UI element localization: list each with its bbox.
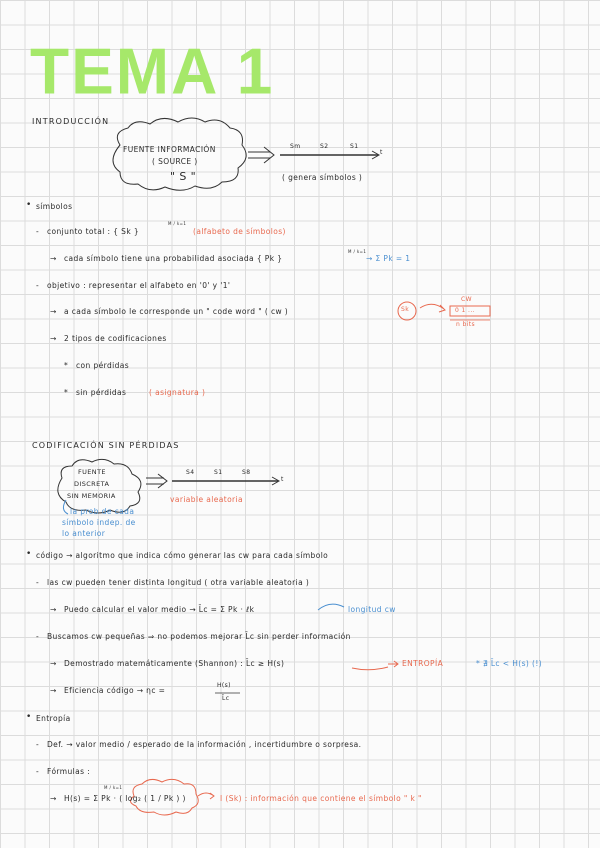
cloud2-line-2: DISCRETA xyxy=(74,480,110,488)
star-icon: * xyxy=(64,361,69,370)
codigo-bullet: código → algoritmo que indica cómo generar las cw para cada símbolo xyxy=(36,551,329,560)
conjunto-index: M / k=1 xyxy=(168,221,187,226)
cada-text: cada símbolo tiene una probabilidad asociada { Pk } xyxy=(64,254,283,263)
longitud-text: las cw pueden tener distinta longitud ( otra variable aleatoria ) xyxy=(47,578,310,587)
axis-label-s2: S2 xyxy=(320,143,329,150)
section-heading-intro: INTRODUCCIÓN xyxy=(32,117,110,126)
fraction-denominator: L̄c xyxy=(222,695,230,702)
buscamos-text: Buscamos cw pequeñas ⇒ no podemos mejorar L̄c sin perder información xyxy=(47,632,351,641)
dash: - xyxy=(36,578,40,587)
sk-label: Sk xyxy=(401,306,410,313)
axis2-label-1: S4 xyxy=(186,469,195,476)
page-title: TEMA 1 xyxy=(30,34,275,108)
sin-perdidas: sin pérdidas xyxy=(76,388,127,397)
dash: - xyxy=(36,740,40,749)
entropia-label: ENTROPÍA xyxy=(402,659,444,668)
hs-underline xyxy=(352,667,388,670)
cloud-line-1: FUENTE INFORMACIÓN xyxy=(123,145,216,154)
cw-label: CW xyxy=(461,296,472,303)
n-bits-label: n bits xyxy=(456,321,476,328)
arrow-icon: → xyxy=(50,686,57,695)
double-arrow-2 xyxy=(146,474,167,488)
alfabeto-note: (alfabeto de símbolos) xyxy=(193,227,286,236)
asignatura-note: ( asignatura ) xyxy=(149,388,206,397)
conjunto-text: conjunto total : { Sk } xyxy=(47,227,140,236)
axis-caption: ( genera símbolos ) xyxy=(282,173,363,182)
fraction-numerator: H(s) xyxy=(217,682,231,689)
axis2-label-3: S8 xyxy=(242,469,251,476)
formula-text: H(s) = Σ Pk · ( log₂ ( 1 / Pk ) ) xyxy=(64,794,186,803)
double-arrow xyxy=(248,147,274,163)
red-arrow-entropy xyxy=(388,661,398,667)
info-note: I (Sk) : información que contiene el símbolo " k " xyxy=(220,794,422,803)
valor-medio-text: Puedo calcular el valor medio → L̄c = Σ Pk · ℓk xyxy=(64,605,255,614)
axis-label-sm: Sm xyxy=(290,143,301,150)
tipos-text: 2 tipos de codificaciones xyxy=(64,334,167,343)
section-heading-codificacion: CODIFICACIÓN SIN PÉRDIDAS xyxy=(32,441,180,450)
variable-aleatoria: variable aleatoria xyxy=(170,495,244,504)
cw-box-value: 0 1 ... xyxy=(455,307,475,314)
cloud-line-2: ( SOURCE ) xyxy=(152,157,198,166)
arrow-icon: → xyxy=(50,254,57,263)
demostrado-text: Demostrado matemáticamente (Shannon) : L̄c ≥ H(s) xyxy=(64,659,285,668)
cada-index: M / k=1 xyxy=(348,249,367,254)
axis2-end-t: t xyxy=(281,476,284,483)
star-icon: * xyxy=(64,388,69,397)
blue-note-1: la prob de cada xyxy=(70,507,135,516)
simbolos-bullet: símbolos xyxy=(36,202,73,211)
le-corresponde-text: a cada símbolo le corresponde un " code word " ( cw ) xyxy=(64,307,289,316)
bullet-dot: • xyxy=(26,712,32,722)
cloud-line-3: " S " xyxy=(170,170,197,183)
arrow-icon: → xyxy=(50,794,57,803)
blue-curve-arrow xyxy=(318,604,344,610)
objetivo-text: objetivo : representar el alfabeto en '0' y '1' xyxy=(47,281,231,290)
longitud-cw-note: longitud cw xyxy=(348,605,396,614)
red-arrow-info xyxy=(198,793,214,799)
blue-note-2: símbolo indep. de xyxy=(62,518,136,527)
bullet-dot: • xyxy=(26,200,32,210)
formula-index: M / k=1 xyxy=(104,785,123,790)
blue-note-3: lo anterior xyxy=(62,529,106,538)
def-text: Def. → valor medio / esperado de la información , incertidumbre o sorpresa. xyxy=(47,740,362,749)
formulas-label: Fórmulas : xyxy=(47,767,91,776)
arrow-icon: → xyxy=(50,334,57,343)
dash: - xyxy=(36,767,40,776)
entropia-bullet: Entropía xyxy=(36,714,71,723)
arrow-icon: → xyxy=(50,605,57,614)
axis-label-s1: S1 xyxy=(350,143,359,150)
con-perdidas: con pérdidas xyxy=(76,361,130,370)
cloud2-line-3: SIN MEMORIA xyxy=(67,492,116,500)
arrow-icon: → xyxy=(50,659,57,668)
arrow-icon: → xyxy=(50,307,57,316)
nota-text: * ∄ L̄c < H(s) (!) xyxy=(476,659,543,668)
dash: - xyxy=(36,632,40,641)
bullet-dot: • xyxy=(26,549,32,559)
sk-arrow xyxy=(420,304,445,312)
dash: - xyxy=(36,281,40,290)
sum-note: → Σ Pk = 1 xyxy=(366,254,411,263)
axis-end-t: t xyxy=(380,149,383,156)
cloud2-line-1: FUENTE xyxy=(78,468,106,476)
axis2-label-2: S1 xyxy=(214,469,223,476)
eficiencia-text: Eficiencia código → ηc = xyxy=(64,686,166,695)
dash: - xyxy=(36,227,40,236)
